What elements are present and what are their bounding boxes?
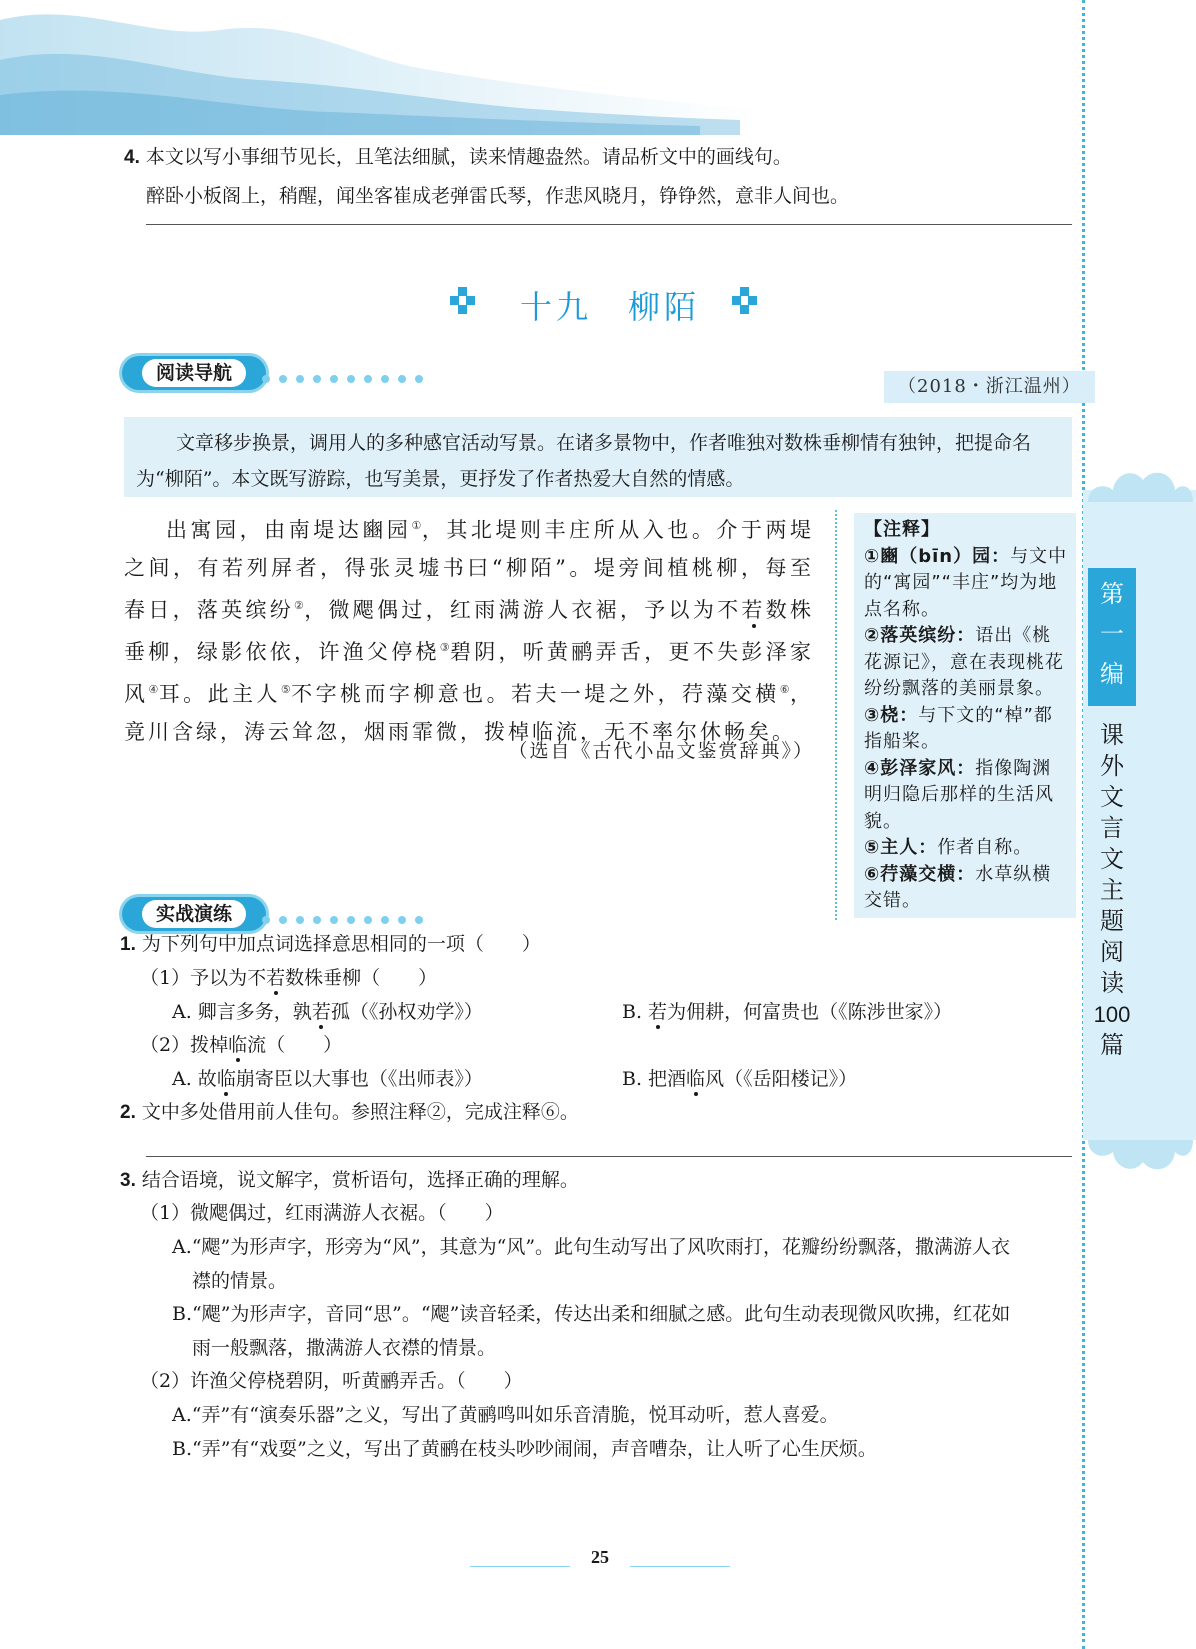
option-a: A. 卿言多务，孰若孤（《孙权劝学》） bbox=[172, 1001, 483, 1023]
landscape-header-art bbox=[0, 0, 760, 135]
option-b: B. 若为佣耕，何富贵也（《陈涉世家》） bbox=[622, 1001, 953, 1023]
title-decor-square bbox=[466, 296, 475, 305]
annotation-item: ①豳（bīn）园：与文中的“寓园”“丰庄”均为地点名称。 bbox=[864, 545, 1068, 620]
question-2: 2. 文中多处借用前人佳句。参照注释②，完成注释⑥。 bbox=[120, 1101, 579, 1123]
page-number: 25 bbox=[591, 1547, 609, 1567]
option-b: B.“飔”为形声字，音同“思”。“飔”读音轻柔，传达出柔和细腻之感。此句生动表现微风吹拂，红花如 bbox=[172, 1303, 1011, 1325]
year-source-tag: （2018・浙江温州） bbox=[884, 371, 1095, 403]
lesson-title-block bbox=[450, 282, 770, 330]
question-text: 本文以写小事细节见长，且笔法细腻，读来情趣盎然。请品析文中的画线句。 bbox=[145, 146, 792, 168]
title-decor-square bbox=[458, 305, 467, 314]
annotation-item: ⑥荇藻交横：水草纵横交错。 bbox=[864, 863, 1052, 911]
question-number: 4. bbox=[124, 147, 140, 168]
question-4 bbox=[124, 138, 1064, 215]
guide-summary: 文章移步换景，调用人的多种感官活动写景。在诸多景物中，作者唯独对数株垂柳情有独钟，把提命名为“柳陌”。本文既写游踪，也写美景，更抒发了作者热爱大自然的情感。 bbox=[124, 417, 1072, 497]
option-a: A.“弄”有“演奏乐器”之义，写出了黄鹂鸣叫如乐音清脆，悦耳动听，惹人喜爱。 bbox=[172, 1404, 839, 1426]
cloud-decor-top bbox=[1083, 462, 1196, 502]
annotation-item: ③桡：与下文的“棹”都指船桨。 bbox=[864, 704, 1053, 752]
classical-passage: 出寓园，由南堤达豳园①，其北堤则丰庄所从入也。介于两堤之间，有若列屏者，得张灵墟书曰“柳陌”。堤旁间植桃柳，每至春日，落英缤纷②，微飔偶过，红雨满游人衣裾，予以为不若数株垂柳，绿影依依，许渔父停桡③碧阴，听黄鹂弄舌，更不失彭泽家风④耳。此主人⑤不字桃而字柳意也。若夫一堤之外，荇藻交横⑥，竟川含绿，涛云耸忽，烟雨霏微，拨棹临流，无不率尔休畅矣。 bbox=[124, 518, 815, 744]
annotations-heading: 【注释】 bbox=[864, 519, 940, 540]
quoted-sentence: 醉卧小板阁上，稍醒，闻坐客崔成老弹雷氏琴，作悲风晓月，铮铮然，意非人间也。 bbox=[146, 185, 850, 207]
answer-line bbox=[146, 224, 1072, 225]
title-decor-square bbox=[740, 287, 749, 296]
option-b-continued: 雨一般飘落，撒满游人衣襟的情景。 bbox=[192, 1337, 497, 1359]
passage-source: （选自《古代小品文鉴赏辞典》） bbox=[508, 740, 814, 762]
practice-tag: 实战演练 bbox=[122, 897, 266, 931]
question-1-part-2: （2）拨棹临流（ ） bbox=[140, 1034, 343, 1056]
emphasized-char: 若 bbox=[741, 598, 766, 622]
annotation-item: ④彭泽家风：指像陶渊明归隐后那样的生活风貌。 bbox=[864, 757, 1054, 832]
reading-guide-tag: 阅读导航 bbox=[122, 356, 266, 390]
annotation-item: ②落英缤纷：语出《桃花源记》，意在表现桃花纷纷飘落的美丽景象。 bbox=[864, 625, 1064, 699]
question-3-part-1: （1）微飔偶过，红雨满游人衣裾。（ ） bbox=[140, 1202, 504, 1224]
footer-line-left bbox=[470, 1566, 570, 1567]
title-decor-square bbox=[458, 287, 467, 296]
book-title-vertical: 课外文言文主题阅读 100 篇 bbox=[1093, 721, 1131, 1059]
title-decor-square bbox=[740, 305, 749, 314]
annotation-item: ⑤主人：作者自称。 bbox=[864, 837, 1033, 858]
section-label: 第一编 bbox=[1088, 568, 1136, 706]
option-a-continued: 襟的情景。 bbox=[192, 1270, 288, 1292]
annotations-box bbox=[854, 513, 1076, 918]
question-3-part-2: （2）许渔父停桡碧阴，听黄鹂弄舌。（ ） bbox=[140, 1370, 523, 1392]
question-1: 1. 为下列句中加点词选择意思相同的一项（ ） bbox=[120, 933, 541, 955]
answer-line bbox=[146, 1156, 1072, 1157]
title-decor-square bbox=[450, 296, 459, 305]
question-3: 3. 结合语境，说文解字，赏析语句，选择正确的理解。 bbox=[120, 1169, 579, 1191]
lesson-title: 十九 柳陌 bbox=[519, 288, 700, 326]
option-a: A. 故临崩寄臣以大事也（《出师表》） bbox=[172, 1068, 483, 1090]
column-divider bbox=[835, 510, 837, 920]
title-decor-square bbox=[748, 296, 757, 305]
title-decor-square bbox=[732, 296, 741, 305]
footer-line-right bbox=[630, 1566, 730, 1567]
option-b: B.“弄”有“戏耍”之义，写出了黄鹂在枝头吵吵闹闹，声音嘈杂，让人听了心生厌烦。 bbox=[172, 1438, 877, 1460]
option-a: A.“飔”为形声字，形旁为“风”，其意为“风”。此句生动写出了风吹雨打，花瓣纷纷飘落，撒满游人衣 bbox=[172, 1236, 1011, 1258]
option-b: B. 把酒临风（《岳阳楼记》） bbox=[622, 1068, 858, 1090]
question-1-part-1: （1）予以为不若数株垂柳（ ） bbox=[140, 967, 438, 989]
cloud-decor-bottom bbox=[1083, 1140, 1196, 1180]
tag-dots bbox=[262, 909, 432, 919]
tag-dots bbox=[262, 368, 432, 378]
